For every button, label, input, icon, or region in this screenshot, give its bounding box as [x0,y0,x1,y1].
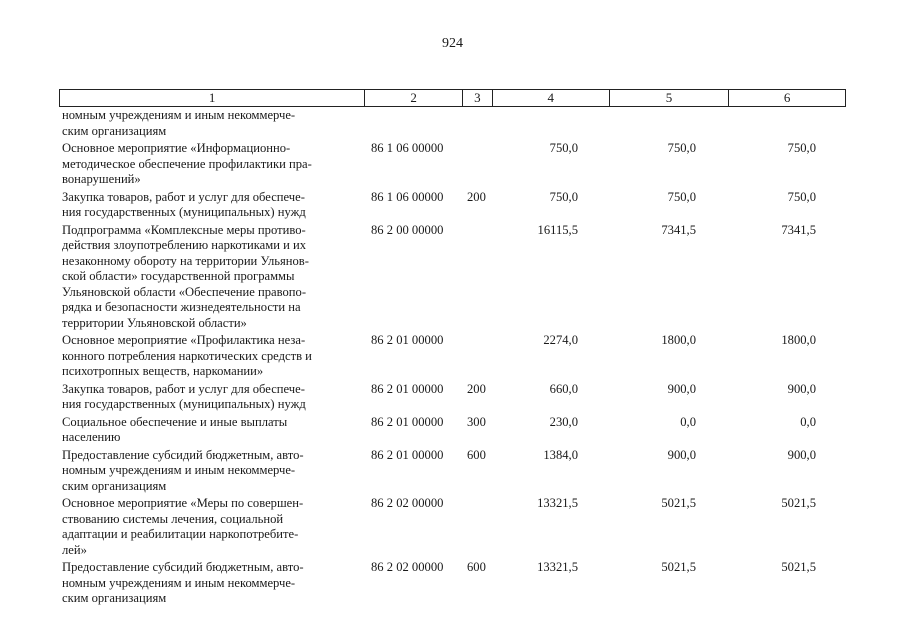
table-header-row [59,89,846,107]
table-row [62,108,852,139]
column-header-6: 6 [783,90,791,105]
row-description: Основное мероприятие «Профилактика неза- конного потребления наркотических средств и психотропных веществ, наркомании» [62,333,312,378]
row-value-col4: 13321,5 [537,560,578,574]
row-value-col5: 5021,5 [661,560,696,574]
row-code: 86 2 01 00000 [371,381,444,396]
row-expense-type: 200 [467,189,486,204]
row-code: 86 2 01 00000 [371,447,444,462]
row-code: 86 2 00 00000 [371,222,444,237]
table-row [62,448,852,495]
row-code: 86 2 02 00000 [371,560,444,574]
row-value-col5: 900,0 [667,381,696,396]
column-header-1: 1 [60,90,365,106]
row-description: номным учреждениям и иным некоммерче- ским организациям [62,108,296,138]
row-code: 86 1 06 00000 [371,189,444,204]
row-expense-type: 600 [467,560,486,574]
row-description: Подпрограмма «Комплексные меры противо- действия злоупотреблению наркотиками и их незаконному обороту на территории Ульянов- ской области» государственной программы Ульяновской области «Обеспечение правопо- рядка и безопасности жизнедеятельности на территории Ульяновской области» [62,222,309,330]
row-value-col5: 750,0 [667,141,696,155]
table-row [62,223,852,332]
row-value-col4: 750,0 [549,189,578,204]
row-value-col5: 900,0 [667,447,696,462]
table-row [62,333,852,380]
table-row [62,415,852,446]
row-description: Закупка товаров, работ и услуг для обеспече- ния государственных (муниципальных) нужд [62,381,306,411]
row-value-col4: 1384,0 [543,447,578,462]
table-row [62,560,852,607]
table-body [62,108,852,607]
row-value-col4: 13321,5 [537,496,578,510]
table-row [62,190,852,221]
row-value-col6: 750,0 [787,141,816,155]
table-row [62,141,852,188]
row-value-col6: 5021,5 [781,496,816,510]
row-value-col5: 1800,0 [661,333,696,347]
row-value-col6: 900,0 [787,381,816,396]
column-header-5: 5 [610,90,730,106]
row-expense-type: 600 [467,447,486,462]
row-description: Предоставление субсидий бюджетным, авто- номным учреждениям и иным некоммерче- ским организациям [62,447,304,493]
row-value-col5: 5021,5 [661,496,696,510]
row-value-col4: 230,0 [549,414,578,429]
row-code: 86 2 01 00000 [371,333,444,347]
row-expense-type: 300 [467,414,486,429]
column-header-3: 3 [463,90,493,106]
row-value-col6: 750,0 [787,189,816,204]
row-value-col5: 0,0 [680,414,696,429]
row-value-col6: 5021,5 [781,560,816,574]
row-value-col6: 1800,0 [781,333,816,347]
row-value-col5: 7341,5 [661,222,696,237]
row-value-col4: 2274,0 [543,333,578,347]
table-row [62,382,852,413]
row-description: Основное мероприятие «Информационно- методическое обеспечение профилактики пра- вонарушений» [62,141,312,186]
row-code: 86 2 01 00000 [371,414,444,429]
column-header-4: 4 [493,90,610,106]
table-row [62,496,852,558]
row-value-col6: 900,0 [787,447,816,462]
column-header-2: 2 [365,90,463,106]
row-description: Предоставление субсидий бюджетным, авто- номным учреждениям и иным некоммерче- ским организациям [62,560,304,605]
row-value-col6: 7341,5 [781,222,816,237]
row-description: Социальное обеспечение и иные выплаты населению [62,414,288,444]
row-value-col4: 16115,5 [537,222,578,237]
row-expense-type: 200 [467,381,486,396]
page-number: 924 [442,36,463,51]
row-value-col4: 750,0 [549,141,578,155]
row-value-col6: 0,0 [800,414,816,429]
row-description: Основное мероприятие «Меры по совершен- ствованию системы лечения, социальной адаптации и реабилитации наркопотребите- лей» [62,496,304,557]
row-code: 86 1 06 00000 [371,141,444,155]
row-code: 86 2 02 00000 [371,496,444,510]
row-value-col4: 660,0 [549,381,578,396]
row-value-col5: 750,0 [667,189,696,204]
row-description: Закупка товаров, работ и услуг для обеспече- ния государственных (муниципальных) нужд [62,189,306,219]
